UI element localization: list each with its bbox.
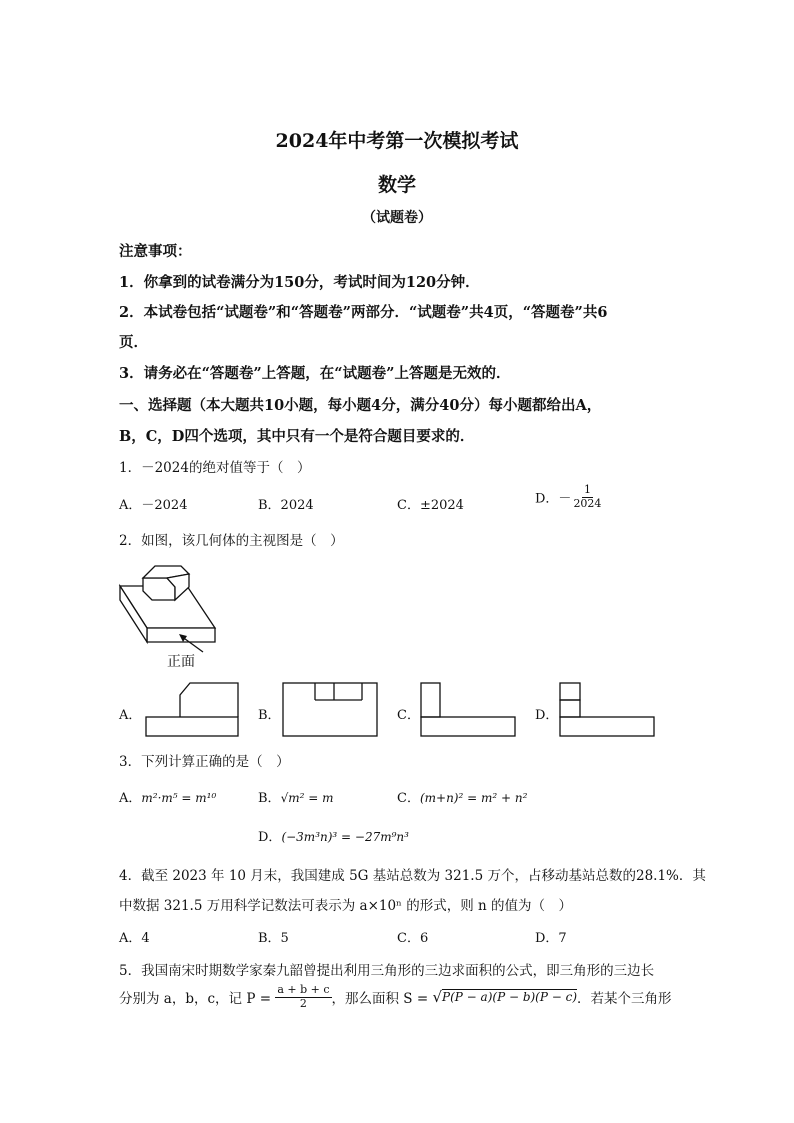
q5-line1: 5．我国南宋时期数学家秦九韶曾提出利用三角形的三边求面积的公式，即三角形的三边长 bbox=[119, 963, 655, 979]
q3-option-b bbox=[258, 787, 333, 806]
q3-option-a-expr: m²·m⁵ = m¹⁰ bbox=[141, 791, 217, 805]
q2-solid-figure bbox=[115, 556, 225, 671]
q2-option-d-view bbox=[558, 681, 658, 739]
q3-option-b-label: B． bbox=[258, 791, 281, 806]
q3-option-c bbox=[397, 787, 527, 806]
q3-option-c-label: C． bbox=[397, 791, 420, 806]
q3-option-a bbox=[119, 787, 216, 806]
subject-title: 数学 bbox=[377, 174, 416, 196]
q1-option-d-label: D．－ bbox=[535, 491, 572, 507]
q3-option-a-label: A． bbox=[119, 791, 142, 806]
q5-line2-mid: ，那么面积 S = bbox=[331, 991, 429, 1008]
q5-line2 bbox=[119, 984, 672, 1010]
q3-option-d-label: D． bbox=[258, 830, 282, 845]
sqrt-icon: √ bbox=[432, 988, 443, 1007]
q5-line2-pre: 分别为 a，b，c，记 P = bbox=[119, 991, 272, 1008]
q1-d-denominator: 2024 bbox=[573, 496, 602, 510]
q2-option-c-view bbox=[419, 681, 519, 739]
q4-line1: 4．截至 2023 年 10 月末，我国建成 5G 基站总数为 321.5 万个，占移动基站总数的28.1%．其 bbox=[119, 868, 706, 884]
page-title: 2024年中考第一次模拟考试 bbox=[275, 130, 519, 152]
notice-item-1: 1．你拿到的试卷满分为150分，考试时间为120分钟． bbox=[119, 274, 480, 291]
q2-option-b: B． bbox=[258, 708, 281, 723]
q3-option-c-expr: (m+n)² = m² + n² bbox=[419, 791, 528, 805]
notice-heading: 注意事项： bbox=[119, 243, 192, 260]
q2-front-label: 正面 bbox=[167, 654, 195, 670]
q3-option-b-expr: √m² = m bbox=[280, 791, 334, 805]
q2-stem: 2．如图，该几何体的主视图是（ ） bbox=[119, 533, 344, 549]
paper-label: （试题卷） bbox=[362, 210, 432, 226]
q5-line2-post: ．若某个三角形 bbox=[577, 991, 672, 1008]
q2-option-b-view bbox=[281, 681, 381, 739]
q4-option-b: B．5 bbox=[258, 931, 289, 946]
q5-p-denominator: 2 bbox=[299, 996, 307, 1010]
notice-item-2-cont: 页． bbox=[119, 334, 148, 351]
q1-option-c: C．±2024 bbox=[397, 498, 464, 513]
q1-stem: 1．－2024的绝对值等于（ ） bbox=[119, 460, 311, 476]
q3-option-d-expr: (−3m³n)³ = −27m⁹n³ bbox=[281, 830, 409, 844]
notice-item-3: 3．请务必在“答题卷”上答题，在“试题卷”上答题是无效的． bbox=[119, 365, 511, 382]
q1-option-b: B．2024 bbox=[258, 498, 314, 513]
q4-line2: 中数据 321.5 万用科学记数法可表示为 a×10ⁿ 的形式，则 n 的值为（ ） bbox=[119, 898, 572, 914]
q1-option-a: A．－2024 bbox=[119, 498, 188, 513]
q4-option-d: D．7 bbox=[535, 931, 567, 946]
q4-option-a: A．4 bbox=[119, 931, 150, 946]
q2-option-c: C． bbox=[397, 708, 420, 723]
q2-option-a-view bbox=[144, 681, 242, 739]
q3-option-d bbox=[258, 826, 409, 845]
q4-option-c: C．6 bbox=[397, 931, 429, 946]
q5-p-numerator: a + b + c bbox=[277, 983, 330, 996]
q1-d-numerator: 1 bbox=[583, 483, 591, 496]
q2-option-a: A． bbox=[119, 708, 142, 723]
notice-item-2: 2．本试卷包括“试题卷”和“答题卷”两部分．“试题卷”共4页，“答题卷”共6 bbox=[119, 304, 608, 321]
q2-option-d: D． bbox=[535, 708, 559, 723]
section-heading-line2: B，C，D四个选项，其中只有一个是符合题目要求的． bbox=[119, 428, 475, 445]
section-heading-line1: 一、选择题（本大题共10小题，每小题4分，满分40分）每小题都给出A， bbox=[119, 397, 602, 414]
q1-option-d bbox=[535, 484, 603, 510]
q3-stem: 3．下列计算正确的是（ ） bbox=[119, 754, 290, 770]
q5-sqrt-expr: P(P − a)(P − b)(P − c) bbox=[442, 990, 578, 1005]
